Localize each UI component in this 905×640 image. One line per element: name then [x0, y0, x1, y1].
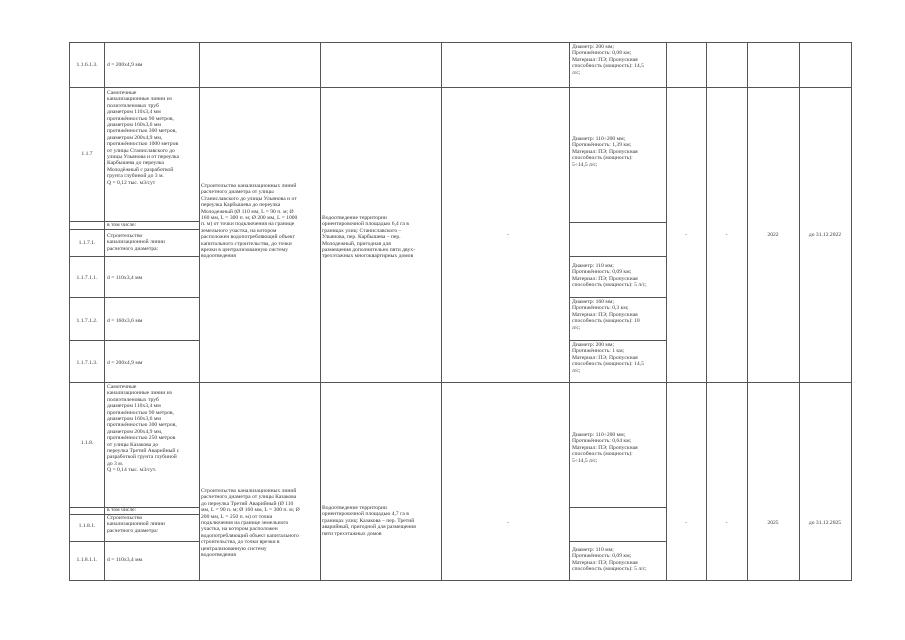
column-divider	[569, 42, 570, 581]
row-divider	[69, 382, 851, 383]
row-divider	[69, 229, 200, 230]
row-number: 1.1.6.1.3.	[76, 62, 98, 68]
column-divider	[799, 42, 800, 581]
table-border-left	[69, 42, 70, 581]
item-characteristics: Диаметр: 110÷200 мм; Протяжённость: 1,39 км; Материал: ПЭ; Пропускная способность (мощность): 5÷14,5 л/с;	[572, 136, 638, 168]
dash-value: -	[507, 520, 509, 526]
item-name: d = 110х3,4 мм	[107, 557, 143, 563]
table-border-bottom	[69, 580, 851, 581]
table-border-top	[69, 42, 851, 43]
row-divider	[569, 507, 666, 508]
row-number: 1.1.7.1.3.	[76, 360, 98, 366]
row-number: 1.1.7	[81, 151, 93, 157]
item-name: d = 160х3,6 мм	[107, 318, 143, 324]
item-name: Строительство канализационной линии расчетного диаметра:	[107, 515, 165, 534]
row-number: 1.1.7.1.	[78, 240, 96, 246]
column-divider	[747, 42, 748, 581]
row-divider	[69, 297, 200, 298]
item-characteristics: Диаметр: 110÷200 мм; Протяжённость: 0,64 км; Материал: ПЭ; Пропускная способность (мощность): 5÷14,5 л/с;	[572, 432, 638, 464]
row-number: 1.1.8.1.	[78, 523, 96, 529]
row-divider	[69, 340, 200, 341]
row-number: 1.1.8.1.1.	[76, 557, 98, 563]
including-label: в том числе:	[107, 507, 137, 513]
item-location: Водоотведение территории ориентировочной площадью 6,4 га в границах улиц: Станиславского – Ульянова, пер. Карбышева – пер. Молодежный, пригодная для размещения дополнительно пяти двух- трехэтажных многоквартирных домов	[322, 215, 415, 260]
column-divider	[104, 42, 105, 581]
including-label: в том числе:	[107, 222, 137, 228]
item-characteristics: Диаметр: 160 мм; Протяжённость: 0,3 км; Материал: ПЭ; Пропускная способность (мощность): 10 л/с;	[572, 299, 640, 331]
year-value: 2022	[767, 232, 779, 238]
item-purpose: Строительство канализационных линий расчетного диаметра от улицы Казакова до переулка Третий Аварийный (Ø 110 мм, L = 90 п. м; Ø 160 мм, L = 300 п. м; Ø 200 мм, L = 250 п. м) от точки подключения на границе земельного участка, на котором расположен водопотребляющий объект капитального строительства, до точки врезки в централизованную систему водоотведения	[201, 488, 300, 559]
column-divider	[441, 42, 442, 581]
column-divider	[666, 42, 667, 581]
item-name: Строительство канализационной линии расчетного диаметра:	[107, 233, 165, 252]
item-name: d = 110х3,4 мм	[107, 275, 143, 281]
row-divider	[569, 541, 666, 542]
row-divider	[69, 541, 200, 542]
row-divider	[569, 256, 666, 257]
row-divider	[569, 297, 666, 298]
row-divider	[569, 340, 666, 341]
year-value: 2025	[767, 520, 779, 526]
item-name: Самотечные канализационные линии из полиэтиленовых труб диаметром 110х3,4 мм протяжённостью 90 метров, диаметром 160х3,6 мм протяжённостью 300 метров, диаметром 200х4,9 мм, протяжённостью 1000 метров от улицы Станиславского до улицы Ульянова и от переулка Карбышева до переулка Молодёжный с разработкой грунта глубиной до 3 м. Q = 0,12 тыс. м3/сут	[107, 90, 180, 186]
dash-value: -	[685, 232, 687, 238]
item-characteristics: Диаметр: 200 мм; Протяжённость: 0,08 км; Материал: ПЭ; Пропускная способность (мощность): 14,5 л/с;	[572, 44, 644, 76]
row-divider	[69, 256, 200, 257]
deadline-value: до 31.12.2022	[808, 232, 842, 238]
column-divider	[706, 42, 707, 581]
table-border-right	[851, 42, 852, 581]
column-divider	[320, 42, 321, 581]
dash-value: -	[725, 232, 728, 238]
row-number: 1.1.7.1.1.	[76, 275, 98, 281]
row-divider	[569, 222, 666, 223]
deadline-value: до 31.12.2025	[808, 520, 842, 526]
dash-value: -	[507, 232, 509, 238]
item-name: d = 200х4,9 мм	[107, 62, 143, 68]
item-characteristics: Диаметр: 200 мм; Протяжённость: 1 км; Материал: ПЭ; Пропускная способность (мощность): 14,5 л/с;	[572, 342, 644, 374]
dash-value: -	[725, 520, 728, 526]
row-number: 1.1.7.1.2.	[76, 318, 98, 324]
item-characteristics: Диаметр: 110 мм; Протяжённость: 0,09 км; Материал: ПЭ; Пропускная способность (мощность): 5 л/с;	[572, 263, 647, 289]
row-number: 1.1.8.	[80, 440, 94, 446]
item-purpose: Строительство канализационных линий расчетного диаметра от улицы Станиславского до улицы Ульянова и от переулка Карбышева до переулка Молодежный (Ø 110 мм, L = 90 п. м; Ø 160 мм, L = 300 п. м; Ø 200 мм, L = 1000 п. м) от точки подключения на границе земельного участка, на котором расположен водопотребляющий объект капитального строительства, до точки врезки в централизованную систему водоотведения	[201, 183, 298, 260]
dash-value: -	[685, 520, 687, 526]
item-characteristics: Диаметр: 110 мм; Протяжённость: 0,09 км; Материал: ПЭ; Пропускная способность (мощность): 5 л/с;	[572, 547, 647, 573]
item-name: Самотечные канализационные линии из полиэтиленовых труб диаметром 110х3,4 мм протяжённостью 90 метров, диаметром 160х3,6 мм протяжённостью 300 метров, диаметром 200х4,9 мм, протяжённостью 250 метров от улицы Казакова до переулка Третий Аварийный с разработкой грунта глубиной до 3 м. Q = 0,14 тыс. м3/сут.	[107, 384, 180, 474]
row-divider	[69, 87, 851, 88]
item-name: d = 200х4,9 мм	[107, 360, 143, 366]
item-location: Водоотведение территории ориентировочной площадью 4,7 га в границах улиц: Казакова – пер. Третий аварийный, пригодной для размещения пяти трехэтажных домов	[322, 505, 416, 537]
